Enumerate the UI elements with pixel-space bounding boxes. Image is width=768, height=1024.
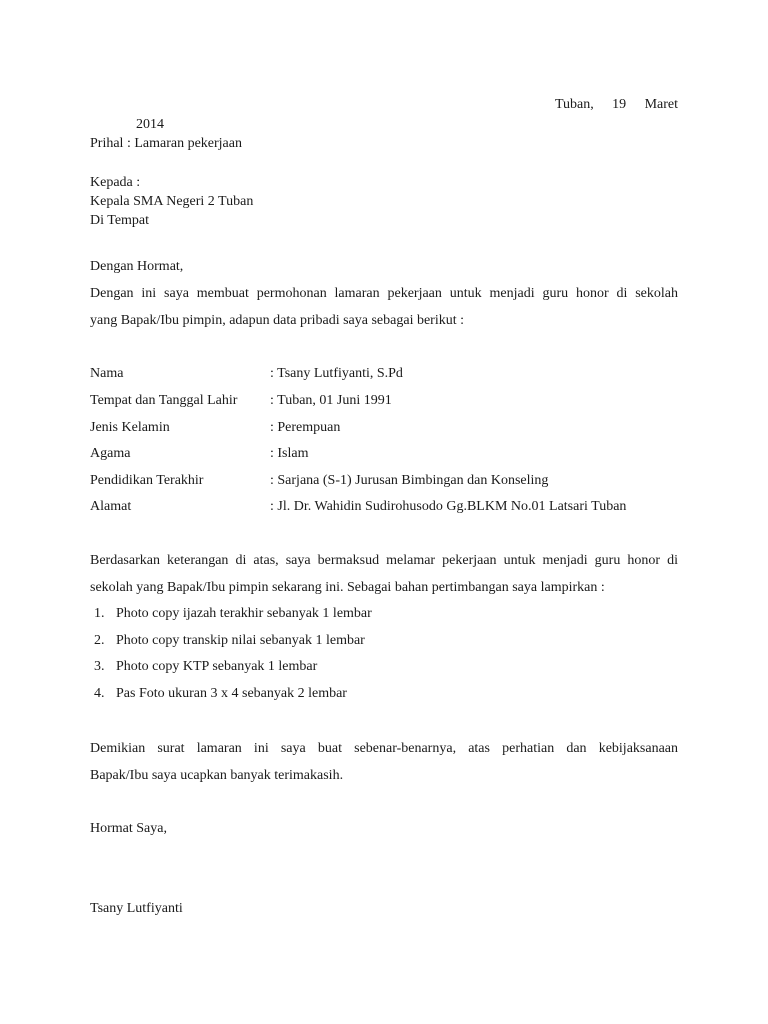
date-year: 2014	[136, 117, 164, 132]
data-label: Alamat	[90, 499, 132, 514]
attachment-number: 4.	[94, 686, 105, 701]
attachment-text: Pas Foto ukuran 3 x 4 sebanyak 2 lembar	[116, 686, 347, 701]
data-value: : Tsany Lutfiyanti, S.Pd	[270, 366, 403, 381]
attachment-item	[94, 604, 372, 623]
recipient-name: Kepala SMA Negeri 2 Tuban	[90, 194, 254, 209]
attachment-text: Photo copy KTP sebanyak 1 lembar	[116, 659, 318, 674]
letter-subject: Prihal : Lamaran pekerjaan	[90, 136, 242, 151]
data-label: Jenis Kelamin	[90, 420, 170, 435]
recipient-place: Di Tempat	[90, 213, 150, 228]
letter-date	[555, 95, 678, 114]
attachment-item	[94, 684, 347, 703]
data-label: Pendidikan Terakhir	[90, 473, 204, 488]
data-value: : Islam	[270, 446, 309, 461]
sign-off: Hormat Saya,	[90, 821, 167, 836]
attachment-text: Photo copy transkip nilai sebanyak 1 lembar	[116, 633, 365, 648]
data-value: : Perempuan	[270, 420, 341, 435]
signature-name: Tsany Lutfiyanti	[90, 901, 183, 916]
recipient-to-label: Kepada :	[90, 175, 141, 190]
intro-line-1: Dengan ini saya membuat permohonan lamaran pekerjaan untuk menjadi guru honor di sekolah	[90, 286, 678, 301]
data-value: : Sarjana (S-1) Jurusan Bimbingan dan Konseling	[270, 473, 549, 488]
attachment-item	[94, 631, 365, 650]
greeting: Dengan Hormat,	[90, 259, 184, 274]
body-line-2: sekolah yang Bapak/Ibu pimpin sekarang ini. Sebagai bahan pertimbangan saya lampirkan :	[90, 580, 605, 595]
data-value: : Jl. Dr. Wahidin Sudirohusodo Gg.BLKM No.01 Latsari Tuban	[270, 499, 627, 514]
data-label: Nama	[90, 366, 124, 381]
date-day: 19	[612, 97, 627, 112]
closing-line-1: Demikian surat lamaran ini saya buat sebenar-benarnya, atas perhatian dan kebijaksanaan	[90, 741, 678, 756]
date-month: Maret	[644, 97, 678, 112]
date-city: Tuban,	[555, 97, 594, 112]
body-line-1: Berdasarkan keterangan di atas, saya bermaksud melamar pekerjaan untuk menjadi guru honor di	[90, 553, 678, 568]
attachment-number: 2.	[94, 633, 105, 648]
attachment-number: 3.	[94, 659, 105, 674]
data-value: : Tuban, 01 Juni 1991	[270, 393, 392, 408]
closing-line-2: Bapak/Ibu saya ucapkan banyak terimakasih.	[90, 768, 344, 783]
data-label: Tempat dan Tanggal Lahir	[90, 393, 238, 408]
attachment-number: 1.	[94, 606, 105, 621]
intro-line-2: yang Bapak/Ibu pimpin, adapun data pribadi saya sebagai berikut :	[90, 313, 465, 328]
data-label: Agama	[90, 446, 131, 461]
attachment-item	[94, 657, 317, 676]
attachment-text: Photo copy ijazah terakhir sebanyak 1 lembar	[116, 606, 372, 621]
